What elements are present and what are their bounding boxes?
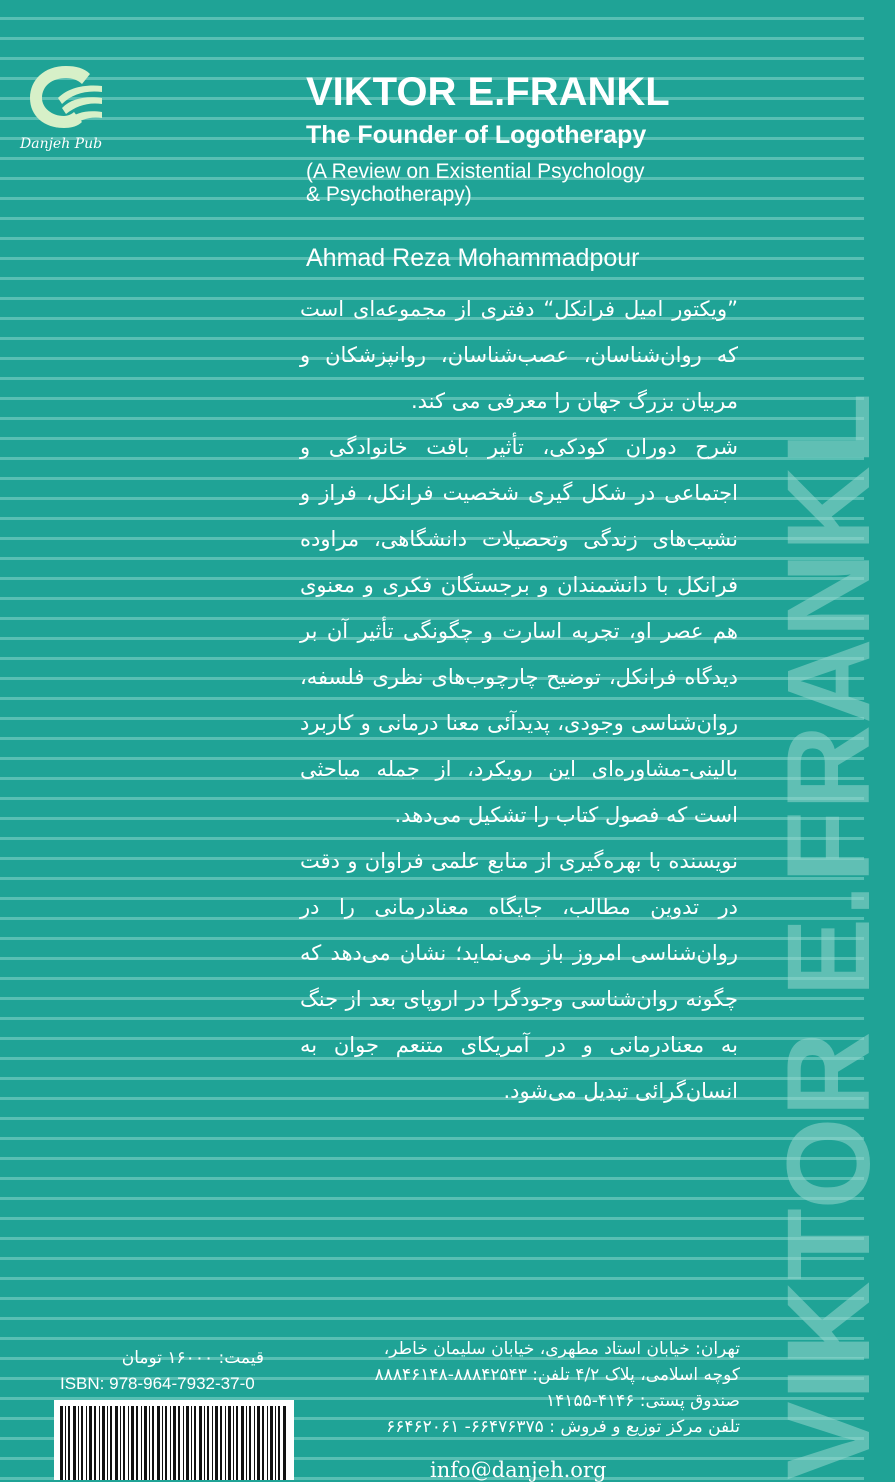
barcode-icon xyxy=(54,1400,294,1480)
isbn-label: ISBN: 978-964-7932-37-0 xyxy=(60,1374,255,1393)
blurb-text xyxy=(300,286,738,1114)
price-label: قیمت: ۱۶۰۰۰ تومان xyxy=(121,1348,264,1368)
book-subtitle: The Founder of Logotherapy xyxy=(306,121,647,149)
danjeh-logo-icon xyxy=(28,62,104,132)
publisher-address xyxy=(300,1336,740,1440)
vertical-watermark-title: VIKTOR E.FRANKL xyxy=(763,392,895,1480)
book-description-line: & Psychotherapy) xyxy=(306,183,472,207)
address-line: صندوق پستی: ۴۱۴۶-۱۴۱۵۵ xyxy=(546,1391,740,1411)
blurb-paragraph: ”ویکتور امیل فرانکل“ دفتری از مجموعه‌ای است که روان‌شناسان، عصب‌شناسان، روانپزشکان و مربیان بزرگ جهان را معرفی می کند. xyxy=(300,297,738,413)
book-description xyxy=(306,160,670,207)
address-line: کوچه اسلامی، پلاک ۴/۲ تلفن: ۸۸۸۴۲۵۴۳-۸۸۸۴۶۱۴۸ xyxy=(374,1365,740,1385)
address-line: تلفن مرکز توزیع و فروش : ۶۶۴۷۶۳۷۵- ۶۶۴۶۲۰۶۱ xyxy=(386,1417,740,1437)
blurb-paragraph: نویسنده با بهره‌گیری از منابع علمی فراوان و دقت در تدوین مطالب، جایگاه معنادرمانی را در روان‌شناسی امروز باز می‌نماید؛ نشان می‌دهد که چگونه روان‌شناسی وجودگرا در اروپای بعد از جنگ به معنادرمانی و در آمریکای متنعم جوان به انسان‌گرائی تبدیل می‌شود. xyxy=(300,849,738,1103)
book-description-line: (A Review on Existential Psychology xyxy=(306,159,645,183)
title-block xyxy=(306,70,670,207)
address-line: تهران: خیابان استاد مطهری، خیابان سلیمان خاطر، xyxy=(383,1339,740,1359)
book-title: VIKTOR E.FRANKL xyxy=(306,70,670,114)
publisher-name: Danjeh Pub xyxy=(20,136,103,152)
author-name: Ahmad Reza Mohammadpour xyxy=(306,244,640,272)
publisher-email[interactable]: info@danjeh.org xyxy=(430,1458,607,1482)
blurb-paragraph: شرح دوران کودکی، تأثیر بافت خانوادگی و اجتماعی در شکل گیری شخصیت فرانکل، فراز و نشیب‌های زندگی وتحصیلات دانشگاهی، مراوده فرانکل با دانشمندان و برجستگان فکری و معنوی هم عصر او، تجربه اسارت و چگونگی تأثیر آن بر دیدگاه فرانکل، توضیح چارچوب‌های نظری فلسفه، روان‌شناسی وجودی، پدیدآئی معنا درمانی و کاربرد بالینی-مشاوره‌ای این رویکرد، از جمله مباحثی است که فصول کتاب را تشکیل می‌دهد. xyxy=(300,435,738,827)
